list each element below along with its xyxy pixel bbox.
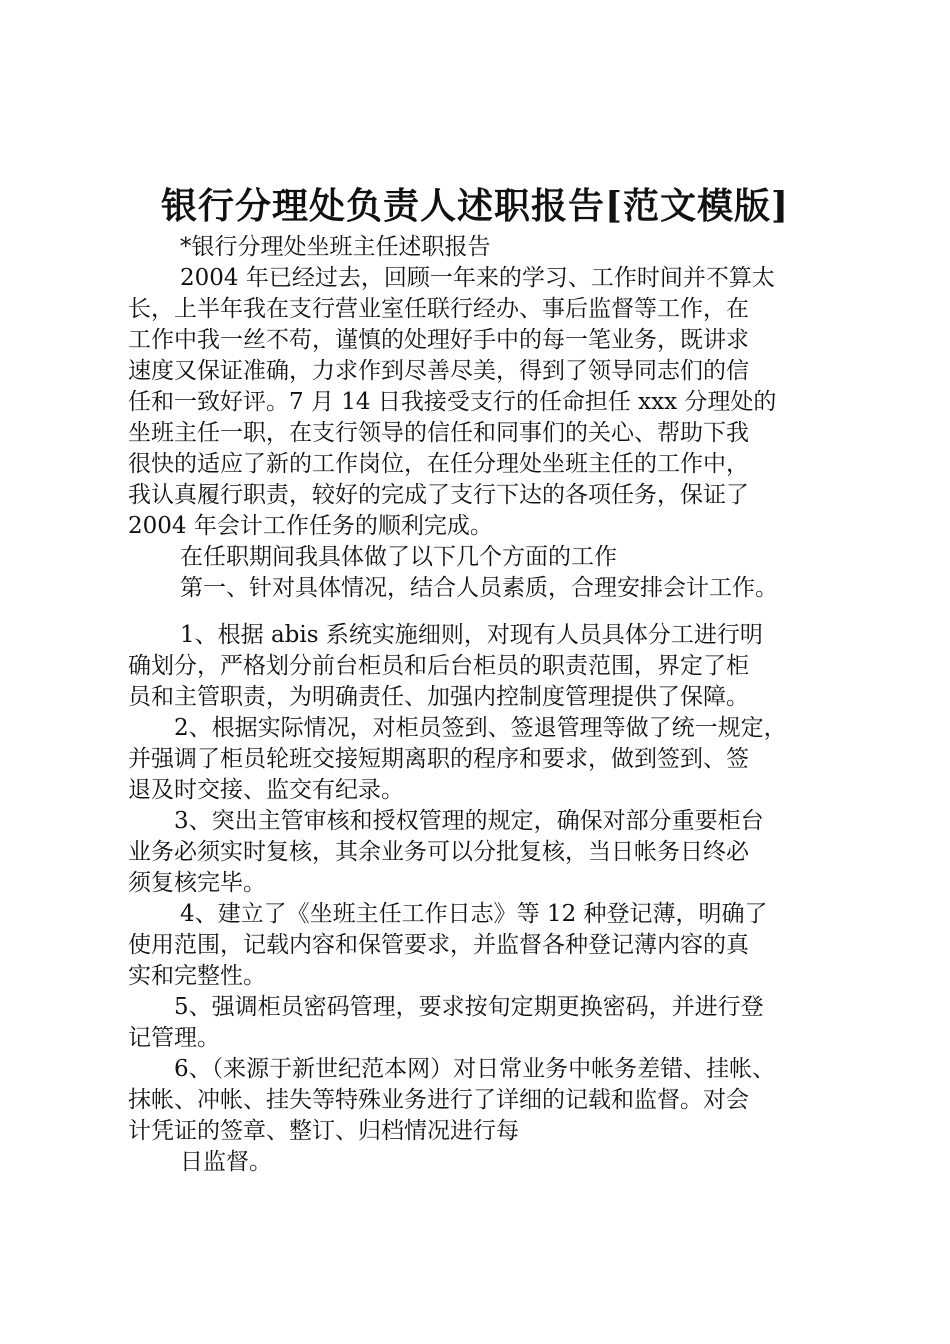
list-item-line: 使用范围，记载内容和保管要求，并监督各种登记薄内容的真 — [128, 932, 749, 958]
list-item-line: 5、强调柜员密码管理，要求按旬定期更换密码，并进行登 — [174, 994, 764, 1020]
paragraph-line: 坐班主任一职，在支行领导的信任和同事们的关心、帮助下我 — [128, 420, 749, 446]
list-item-line: 实和完整性。 — [128, 963, 266, 989]
paragraph-line: 任和一致好评。7 月 14 日我接受支行的任命担任 xxx 分理处的 — [128, 389, 777, 415]
paragraph-line: 工作中我一丝不苟，谨慎的处理好手中的每一笔业务，既讲求 — [128, 327, 749, 353]
list-item-line: 4、建立了《坐班主任工作日志》等 12 种登记薄，明确了 — [180, 901, 768, 927]
paragraph-line: 我认真履行职责，较好的完成了支行下达的各项任务，保证了 — [128, 482, 749, 508]
document-title: 银行分理处负责人述职报告[范文模版] — [160, 185, 790, 227]
list-item-line: 员和主管职责，为明确责任、加强内控制度管理提供了保障。 — [128, 684, 749, 710]
list-item-line: 记管理。 — [128, 1025, 220, 1051]
paragraph-line: 在任职期间我具体做了以下几个方面的工作 — [180, 544, 617, 570]
list-item-line: 6、（来源于新世纪范本网）对日常业务中帐务差错、挂帐、 — [174, 1056, 776, 1082]
list-item-line: 计凭证的签章、整订、归档情况进行每 — [128, 1118, 519, 1144]
list-item-line: 3、突出主管审核和授权管理的规定，确保对部分重要柜台 — [174, 808, 764, 834]
list-item-line: 退及时交接、监交有纪录。 — [128, 777, 404, 803]
section-heading: 第一、针对具体情况，结合人员素质，合理安排会计工作。 — [180, 575, 778, 601]
list-item-line: 2、根据实际情况，对柜员签到、签退管理等做了统一规定， — [174, 715, 787, 741]
paragraph-line: 速度又保证准确，力求作到尽善尽美，得到了领导同志们的信 — [128, 358, 749, 384]
paragraph-line: 很快的适应了新的工作岗位，在任分理处坐班主任的工作中， — [128, 451, 749, 477]
paragraph-gap — [128, 604, 848, 620]
list-item-line: 确划分，严格划分前台柜员和后台柜员的职责范围，界定了柜 — [128, 653, 749, 679]
paragraph-line: 长，上半年我在支行营业室任联行经办、事后监督等工作，在 — [128, 296, 749, 322]
list-item-line: 须复核完毕。 — [128, 870, 266, 896]
list-item-line: 抹帐、冲帐、挂失等特殊业务进行了详细的记载和监督。对会 — [128, 1087, 749, 1113]
list-item-line: 业务必须实时复核，其余业务可以分批复核，当日帐务日终必 — [128, 839, 749, 865]
list-item-line: 日监督。 — [180, 1149, 272, 1175]
list-item-line: 1、根据 abis 系统实施细则，对现有人员具体分工进行明 — [180, 622, 763, 648]
subtitle-line: *银行分理处坐班主任述职报告 — [180, 234, 491, 260]
document-body — [128, 232, 848, 1178]
paragraph-line: 2004 年已经过去，回顾一年来的学习、工作时间并不算太 — [180, 265, 775, 291]
list-item-line: 并强调了柜员轮班交接短期离职的程序和要求，做到签到、签 — [128, 746, 749, 772]
paragraph-line: 2004 年会计工作任务的顺利完成。 — [128, 513, 493, 539]
